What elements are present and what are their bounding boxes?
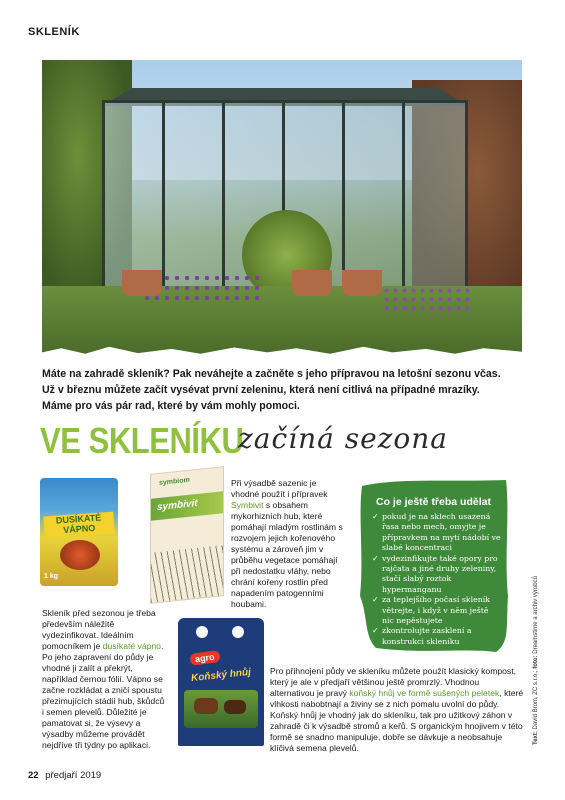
- list-item: ✓ vydezinfikujte také opory pro rajčata a jiné druhy zeleniny, stačí slabý roztok hypermanganu: [372, 553, 498, 594]
- box-title: Co je ještě třeba udělat: [376, 496, 491, 508]
- list-item: ✓ za teplejšího počasí skleník větrejte, i když v něm ještě nic nepěstujete: [372, 595, 490, 626]
- page-number: 22: [28, 770, 39, 781]
- product-name: Koňský hnůj: [190, 666, 252, 685]
- product-label: DUSÍKATÉ VÁPNO: [43, 512, 114, 539]
- product-brand: symbiom: [159, 476, 190, 487]
- intro-line: Máme pro vás pár rad, které by vám mohly pomoci.: [42, 400, 300, 412]
- product-mention: koňský hnůj ve formě sušených peletek: [349, 688, 500, 698]
- product-mention: Symbivit: [231, 500, 264, 510]
- page-footer: [28, 770, 101, 781]
- dusikate-vapno-product: [40, 478, 118, 586]
- symbivit-product: [150, 466, 224, 604]
- check-icon: ✓: [372, 626, 379, 636]
- check-icon: ✓: [372, 512, 379, 521]
- headline: [40, 420, 448, 462]
- section-label: SKLENÍK: [28, 26, 80, 38]
- symbivit-paragraph: Při výsadbě sazenic je vhodné použít i přípravek Symbivit s obsahem mykorhizních hub, které pomáhají mladým rostlinám s rozvojem jejich kořenového systému a zároveň jim v průběhu vegetace pomáhají při nedostatku vláhy, nebo chrání kořeny rostlin před napadením patogenními houbami.: [231, 478, 343, 609]
- product-mention: dusíkaté vápno: [102, 641, 161, 651]
- check-icon: ✓: [372, 595, 379, 605]
- product-name: symbivit: [157, 497, 198, 514]
- product-brand: agro: [189, 650, 220, 666]
- headline-italic: začíná sezona: [238, 422, 448, 455]
- greenhouse-photo: [42, 60, 522, 356]
- konsky-hnuj-product: [178, 618, 264, 746]
- list-item: ✓ zkontrolujte zasklení a konstrukci skleníku: [372, 626, 472, 646]
- vapno-paragraph: Skleník před sezonou je třeba především náležitě vydezinfikovat. Ideálním pomocníkem je dusíkaté vápno. Po jeho zapravení do půdy je vhodné ji zalít a překrýt, například černou fólií. Vápno se začne rozkládat a zničí spoustu přezimujících stádií hub, škůdců i semen plevelů. Důležité je pamatovat si, že výsevy a výsadby můžeme provádět nejdříve tři týdny po aplikaci.: [42, 608, 165, 750]
- headline-main: VE SKLENÍKU: [40, 420, 244, 461]
- hnuj-paragraph: Pro přihnojení půdy ve skleníku můžete použít klasický kompost, který je ale v předjaří většinou ještě promrzlý. Vhodnou alternativou je pravý koňský hnůj ve formě sušených peletek, které vlhkosti nabobtnají a živiny se z nich pomalu uvolní do půdy. Koňský hnůj je vhodný jak do skleníku, tak pro užitkový záhon v zahradě či k výsadbě stromů a keřů. S organickým hnojivem v této formě se snadno manipuluje, dobře se dávkuje a neobsahuje klíčivá semena plevelů.: [270, 666, 524, 753]
- intro-line: Máte na zahradě skleník? Pak neváhejte a začněte s jeho přípravou na letošní sezonu včas.: [42, 368, 501, 380]
- intro-text: [42, 366, 522, 414]
- issue-name: předjaří 2019: [45, 770, 102, 781]
- product-weight: 1 kg: [44, 573, 59, 580]
- check-icon: ✓: [372, 553, 379, 563]
- todo-box: [356, 476, 512, 656]
- intro-line: Už v březnu můžete začít vysévat první zeleninu, která není citlivá na případné mrazíky.: [42, 384, 480, 396]
- photo-credit: Text: David Brom, ZC s.r.o.; foto: Dreamstime a archiv výrobců: [533, 576, 539, 745]
- list-item: ✓ pokud je na sklech usazená řasa nebo mech, omyjte je přípravkem na mytí nádobí ve slabé koncentraci: [372, 512, 501, 553]
